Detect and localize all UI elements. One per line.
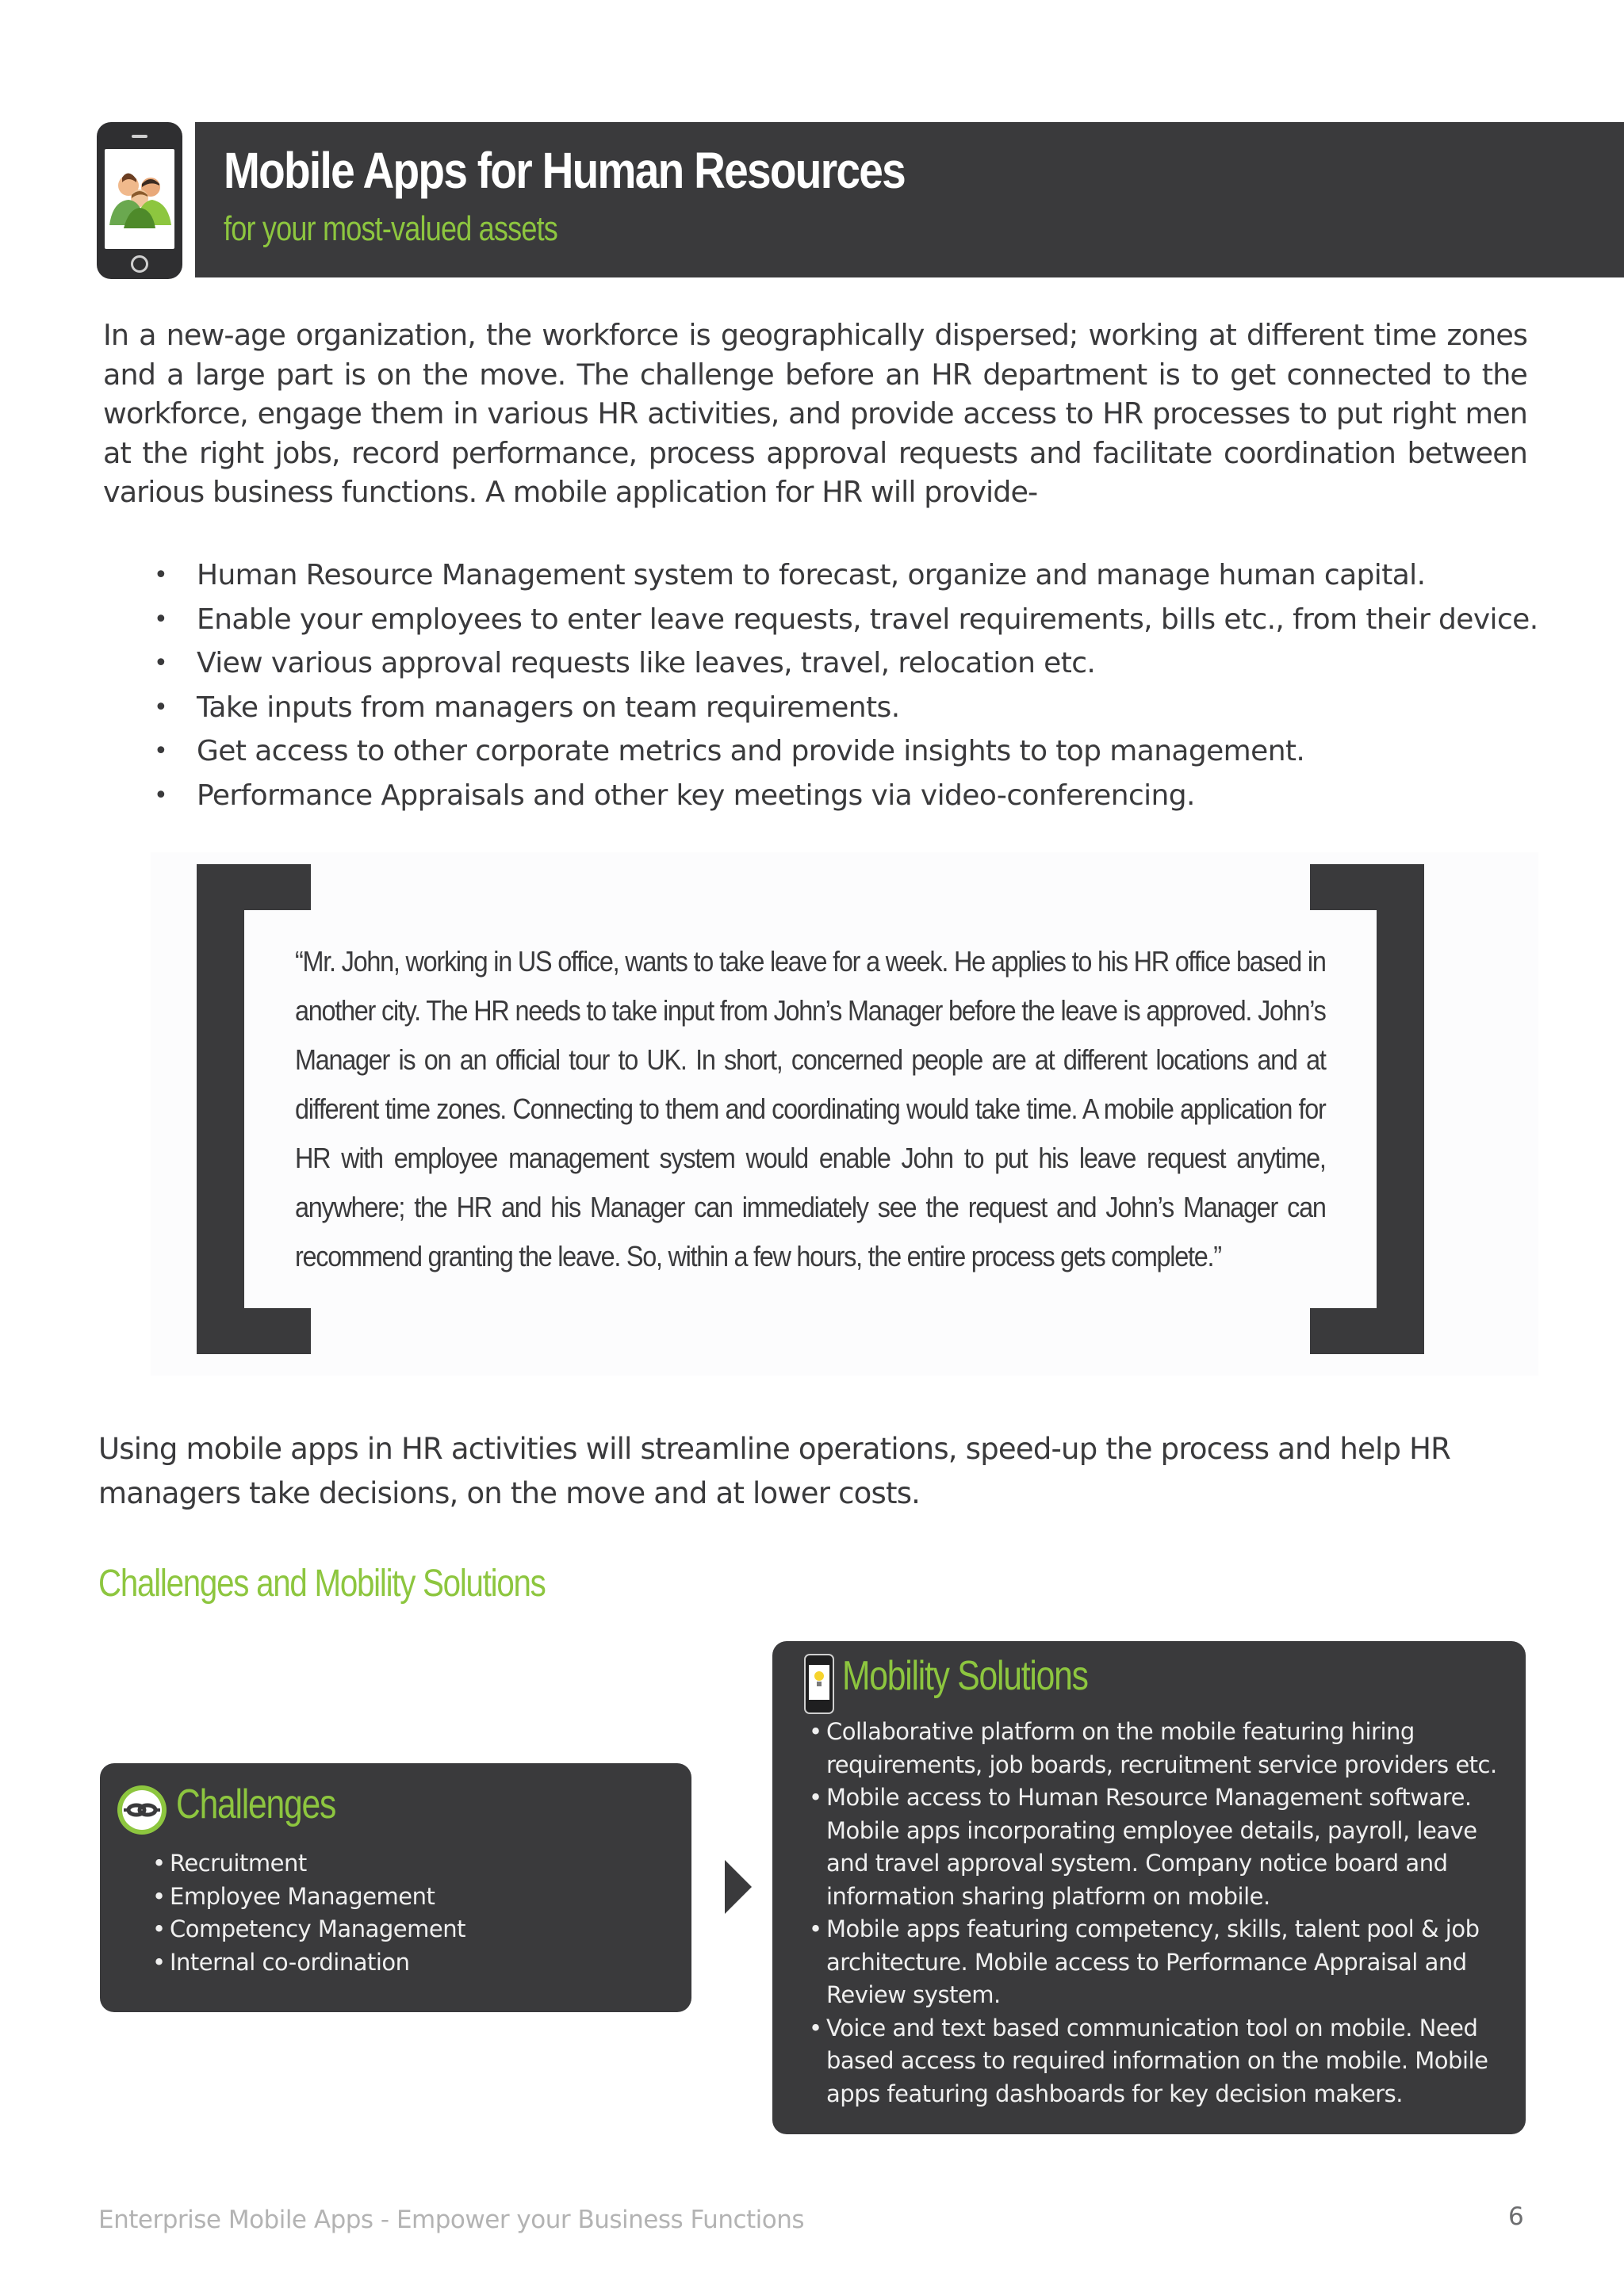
phone-screen [105, 149, 174, 249]
section-heading: Challenges and Mobility Solutions [98, 1563, 546, 1605]
list-item-text: Human Resource Management system to forecast, organize and manage human capital. [197, 559, 1426, 591]
list-item-text: Internal co-ordination [170, 1948, 410, 1976]
people-icon [105, 149, 174, 249]
bullet-icon: • [809, 1784, 822, 1811]
challenges-list [152, 1847, 660, 1979]
bullet-icon: • [152, 1882, 166, 1910]
list-item [152, 1847, 660, 1881]
mobility-solutions-box [772, 1641, 1526, 2134]
list-item-text: Competency Management [170, 1915, 465, 1942]
quote-text: “Mr. John, working in US office, wants to take leave for a week. He applies to his HR office based in another city. The HR needs to take input from John’s Manager before the leave is approved. John’s Manager is on an official tour to UK. In short, concerned people are at different locations and at different time zones. Connecting to them and coordinating would take time. A mobile application for HR with employee management system would enable John to put his leave request anytime, anywhere; the HR and his Manager can immediately see the request and John’s Manager can recommend granting the leave. So, within a few hours, the entire process gets complete.” [295, 945, 1326, 1272]
list-item-text: Voice and text based communication tool on mobile. Need based access to required information on the mobile. Mobile apps featuring dashboards for key decision makers. [826, 2014, 1488, 2107]
bullet-icon: • [154, 781, 168, 809]
list-item-text: Performance Appraisals and other key meetings via video-conferencing. [197, 779, 1195, 812]
challenges-box [100, 1763, 691, 2012]
footer-text: Enterprise Mobile Apps - Empower your Business Functions [98, 2206, 805, 2234]
list-item-text: Enable your employees to enter leave requests, travel requirements, bills etc., from their device. [197, 603, 1538, 636]
list-item [809, 2012, 1507, 2111]
list-item-text: Mobile access to Human Resource Management software. Mobile apps incorporating employee details, payroll, leave and travel approval system. Company notice board and information sharing platform on mobile. [826, 1784, 1477, 1910]
list-item-text: Get access to other corporate metrics and provide insights to top management. [197, 735, 1305, 767]
phone-home-button [131, 255, 148, 273]
bullet-icon: • [154, 605, 168, 633]
list-item [151, 774, 1546, 818]
bullet-icon: • [809, 1915, 822, 1942]
list-item [809, 1781, 1507, 1913]
bullet-icon: • [154, 561, 168, 589]
bullet-icon: • [152, 1948, 166, 1976]
right-bracket-top [1310, 864, 1424, 910]
list-item-text: Collaborative platform on the mobile featuring hiring requirements, job boards, recruitment service providers etc. [826, 1718, 1497, 1778]
bullet-icon: • [154, 737, 168, 765]
outro-paragraph: Using mobile apps in HR activities will streamline operations, speed-up the process and help HR managers take decisions, on the move and at lower costs. [98, 1432, 1451, 1510]
left-bracket-top [197, 864, 311, 910]
list-item-text: Take inputs from managers on team requirements. [197, 691, 900, 724]
list-item [151, 553, 1546, 598]
list-item [151, 641, 1546, 686]
intro-paragraph: In a new-age organization, the workforce is geographically dispersed; working at different time zones and a large part is on the move. The challenge before an HR department is to get connected to the workforce, engage them in various HR activities, and provide access to HR processes to put right men at the right jobs, record performance, process approval requests and facilitate coordination between various business functions. A mobile application for HR will provide- [103, 318, 1527, 509]
arrow-right-icon [725, 1860, 752, 1914]
bullet-icon: • [809, 1718, 822, 1745]
left-bracket-bottom [197, 1308, 311, 1354]
header-bar [195, 122, 1624, 277]
page-number: 6 [1508, 2202, 1524, 2231]
bullet-icon: • [154, 649, 168, 677]
chain-link-icon-inner [122, 1790, 162, 1830]
left-bracket [197, 864, 244, 1354]
phone-hr-people-icon [97, 122, 182, 279]
bullet-icon: • [152, 1850, 166, 1877]
list-item [151, 686, 1546, 730]
phone-screen [809, 1665, 829, 1700]
page-subtitle: for your most-valued assets [224, 209, 558, 248]
list-item-text: Mobile apps featuring competency, skills, talent pool & job architecture. Mobile access to Performance Appraisal and Review system. [826, 1915, 1480, 2008]
page-title: Mobile Apps for Human Resources [224, 142, 906, 199]
right-bracket-bottom [1310, 1308, 1424, 1354]
lightbulb-icon [814, 1671, 824, 1681]
bullet-icon: • [152, 1915, 166, 1942]
list-item [809, 1913, 1507, 2012]
list-item [151, 598, 1546, 642]
challenges-title: Challenges [176, 1781, 336, 1827]
list-item [152, 1881, 660, 1914]
chain-link-icon [117, 1785, 167, 1835]
mobility-solutions-title: Mobility Solutions [842, 1653, 1088, 1699]
bullet-icon: • [154, 693, 168, 721]
list-item [152, 1913, 660, 1946]
mobility-solutions-list [809, 1716, 1507, 2110]
chain-link-glyph [122, 1790, 162, 1830]
list-item [809, 1716, 1507, 1781]
list-item [152, 1946, 660, 1980]
phone-speaker [132, 135, 147, 138]
list-item [151, 729, 1546, 774]
phone-lightbulb-icon [804, 1654, 834, 1714]
list-item-text: Recruitment [170, 1850, 307, 1877]
lightbulb-base [817, 1682, 822, 1686]
right-bracket [1377, 864, 1424, 1354]
list-item-text: Employee Management [170, 1882, 435, 1910]
bullet-icon: • [809, 2014, 822, 2042]
benefits-list [151, 553, 1546, 817]
list-item-text: View various approval requests like leaves, travel, relocation etc. [197, 647, 1096, 679]
